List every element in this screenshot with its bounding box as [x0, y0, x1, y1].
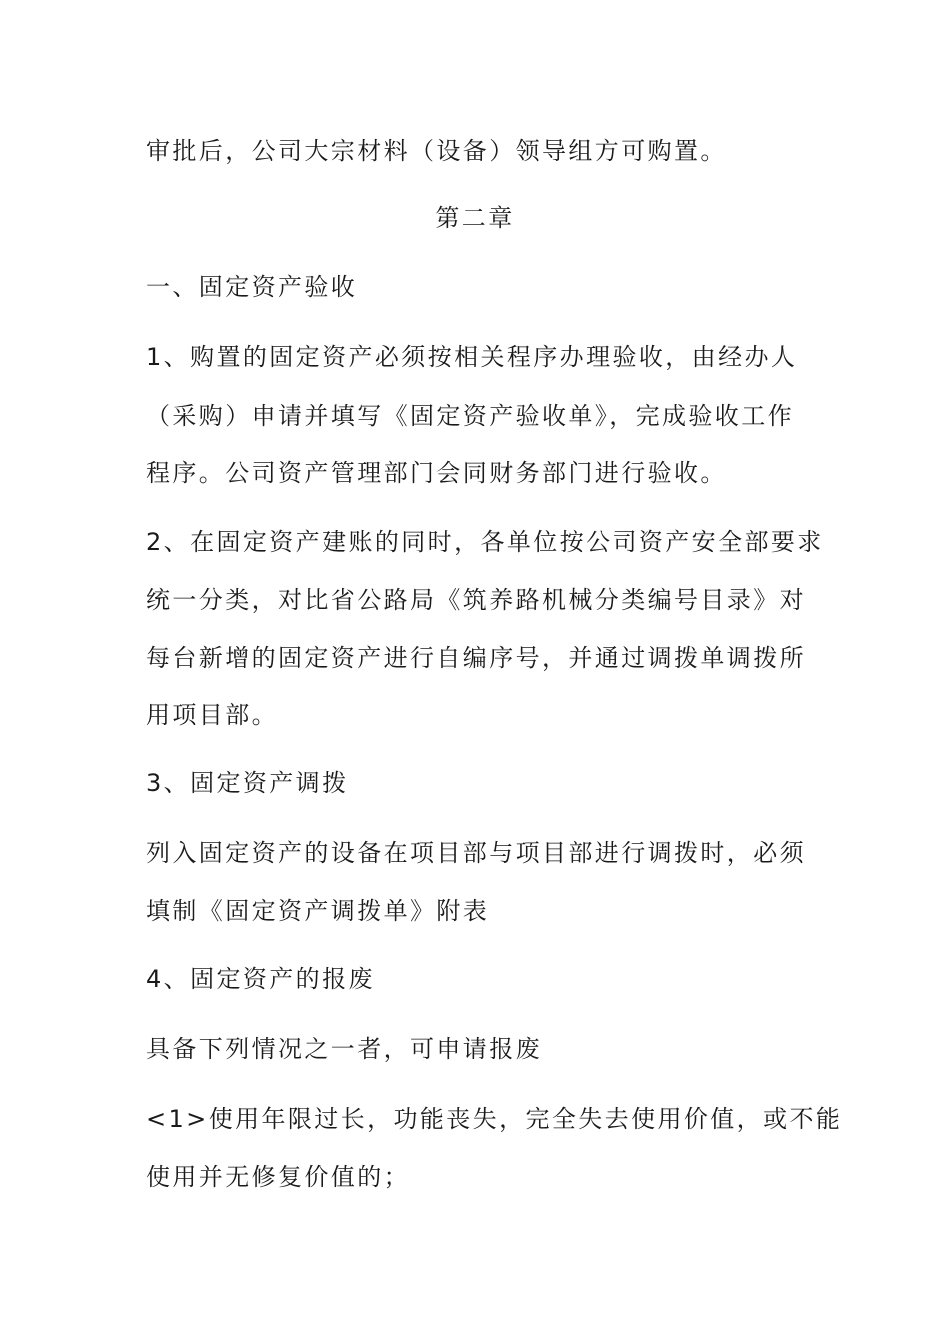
item-4-heading: 4、固定资产的报废	[146, 965, 375, 993]
item-4-intro: 具备下列情况之一者，可申请报废	[146, 1035, 542, 1063]
paragraph-continuation: 审批后，公司大宗材料（设备）领导组方可购置。	[146, 137, 727, 165]
chapter-heading: 第二章	[435, 204, 515, 232]
condition-1-line-2: 使用并无修复价值的；	[146, 1163, 410, 1191]
item-2-line-2: 统一分类，对比省公路局《筑养路机械分类编号目录》对	[146, 586, 806, 614]
item-2-line-3: 每台新增的固定资产进行自编序号，并通过调拨单调拨所	[146, 644, 806, 672]
item-1-line-2: （采购）申请并填写《固定资产验收单》，完成验收工作	[146, 402, 794, 430]
section-heading: 一、固定资产验收	[146, 273, 358, 301]
item-2-line-4: 用项目部。	[146, 701, 278, 729]
condition-1-line-1: <1>使用年限过长，功能丧失，完全失去使用价值，或不能	[146, 1105, 843, 1133]
item-2-line-1: 2、在固定资产建账的同时，各单位按公司资产安全部要求	[146, 528, 824, 556]
item-3-text-line-1: 列入固定资产的设备在项目部与项目部进行调拨时，必须	[146, 839, 806, 867]
item-3-heading: 3、固定资产调拨	[146, 769, 349, 797]
item-1-line-1: 1、购置的固定资产必须按相关程序办理验收，由经办人	[146, 343, 798, 371]
item-1-line-3: 程序。公司资产管理部门会同财务部门进行验收。	[146, 459, 727, 487]
item-3-text-line-2: 填制《固定资产调拨单》附表	[146, 897, 490, 925]
